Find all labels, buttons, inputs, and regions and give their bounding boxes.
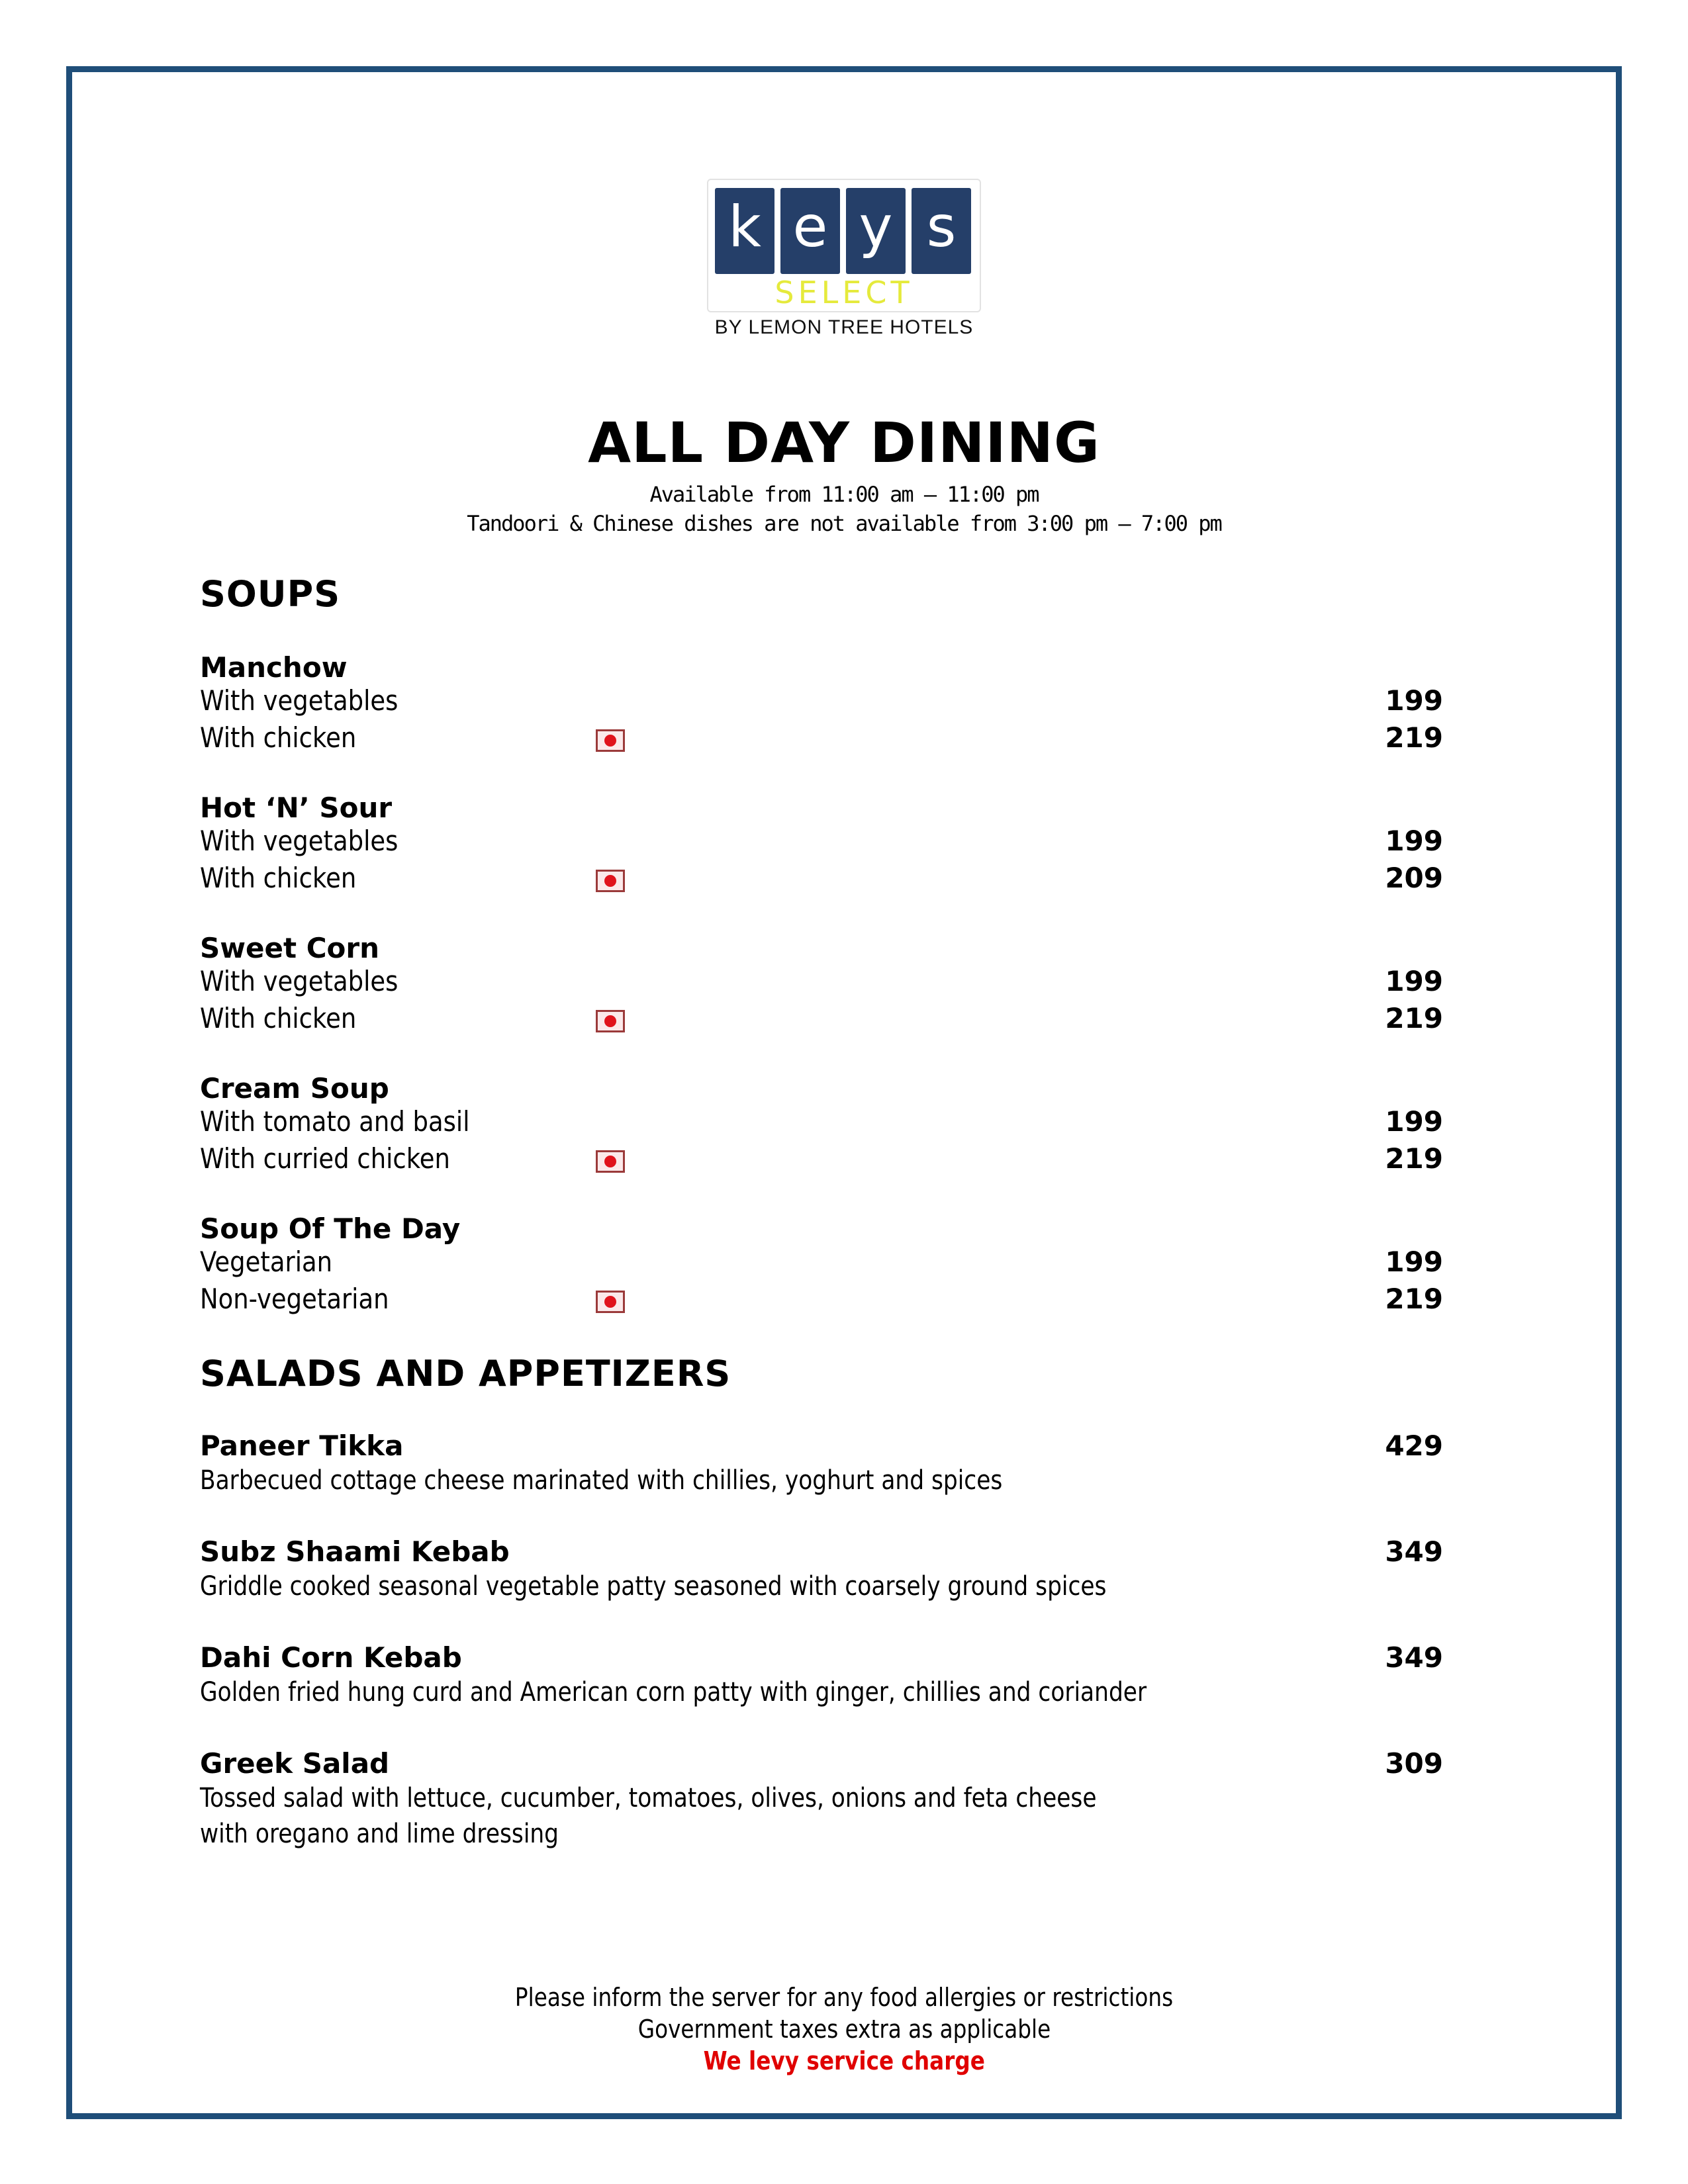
- logo-key-tile: s: [912, 188, 971, 274]
- menu-item-variant: With chicken: [200, 1002, 357, 1034]
- service-charge-text: We levy service charge: [703, 2046, 985, 2075]
- page-title: ALL DAY DINING: [588, 410, 1100, 475]
- menu-item-name: Sweet Corn: [200, 932, 380, 964]
- menu-item-variant: With tomato and basil: [200, 1105, 470, 1138]
- menu-item-variant: With curried chicken: [200, 1142, 450, 1175]
- menu-item-price: 309: [1385, 1747, 1443, 1780]
- menu-item-price: 219: [1385, 721, 1443, 754]
- menu-item-price: 349: [1385, 1535, 1443, 1568]
- menu-item-variant: With chicken: [200, 862, 357, 894]
- menu-item-price: 349: [1385, 1641, 1443, 1674]
- menu-item-price: 219: [1385, 1002, 1443, 1034]
- availability-note: Available from 11:00 am – 11:00 pm: [649, 482, 1039, 507]
- menu-item-price: 219: [1385, 1142, 1443, 1175]
- menu-item-variant: With vegetables: [200, 965, 399, 997]
- menu-item-name: Manchow: [200, 651, 348, 684]
- menu-item-price: 199: [1385, 825, 1443, 857]
- tax-note-text: Government taxes extra as applicable: [637, 2015, 1051, 2044]
- menu-item-price: 209: [1385, 862, 1443, 894]
- menu-item-price: 219: [1385, 1283, 1443, 1315]
- menu-item-name: Soup Of The Day: [200, 1212, 461, 1245]
- non-veg-indicator-icon: [596, 729, 625, 752]
- keys-select-logo: [707, 179, 981, 312]
- non-veg-indicator-icon: [596, 870, 625, 892]
- service-charge-note: [0, 2046, 1688, 2075]
- menu-item-name: Paneer Tikka: [200, 1430, 404, 1462]
- menu-item-price: 429: [1385, 1430, 1443, 1462]
- menu-item-description: with oregano and lime dressing: [200, 1819, 559, 1849]
- logo-key-tile: k: [715, 188, 774, 274]
- menu-item-price: 199: [1385, 965, 1443, 997]
- logo-select-text: SELECT: [774, 275, 914, 310]
- menu-item-price: 199: [1385, 1105, 1443, 1138]
- menu-item-description: Golden fried hung curd and American corn patty with ginger, chillies and coriander: [200, 1677, 1147, 1707]
- menu-item-variant: With vegetables: [200, 684, 399, 717]
- section-heading-salads: SALADS AND APPETIZERS: [200, 1353, 731, 1394]
- menu-item-description: Griddle cooked seasonal vegetable patty seasoned with coarsely ground spices: [200, 1571, 1107, 1602]
- menu-item-name: Hot ‘N’ Sour: [200, 792, 393, 824]
- section-heading-soups: SOUPS: [200, 573, 341, 615]
- menu-item-name: Subz Shaami Kebab: [200, 1535, 510, 1568]
- menu-item-name: Greek Salad: [200, 1747, 390, 1780]
- menu-item-price: 199: [1385, 684, 1443, 717]
- non-veg-indicator-icon: [596, 1291, 625, 1313]
- non-veg-indicator-icon: [596, 1010, 625, 1032]
- restriction-note: Tandoori & Chinese dishes are not available from 3:00 pm – 7:00 pm: [467, 511, 1221, 536]
- allergy-note: [0, 1983, 1688, 2012]
- tax-note: [0, 2015, 1688, 2044]
- allergy-note-text: Please inform the server for any food allergies or restrictions: [514, 1983, 1174, 2012]
- menu-item-description: Tossed salad with lettuce, cucumber, tomatoes, olives, onions and feta cheese: [200, 1783, 1097, 1813]
- menu-item-variant: Non-vegetarian: [200, 1283, 389, 1315]
- menu-item-name: Cream Soup: [200, 1072, 389, 1105]
- menu-item-variant: With chicken: [200, 721, 357, 754]
- menu-item-description: Barbecued cottage cheese marinated with chillies, yoghurt and spices: [200, 1465, 1003, 1496]
- logo-key-tile: e: [780, 188, 840, 274]
- menu-item-name: Dahi Corn Kebab: [200, 1641, 462, 1674]
- logo-tagline: BY LEMON TREE HOTELS: [714, 316, 974, 338]
- menu-item-price: 199: [1385, 1246, 1443, 1278]
- non-veg-indicator-icon: [596, 1150, 625, 1173]
- menu-item-variant: Vegetarian: [200, 1246, 333, 1278]
- menu-item-variant: With vegetables: [200, 825, 399, 857]
- logo-key-tile: y: [846, 188, 906, 274]
